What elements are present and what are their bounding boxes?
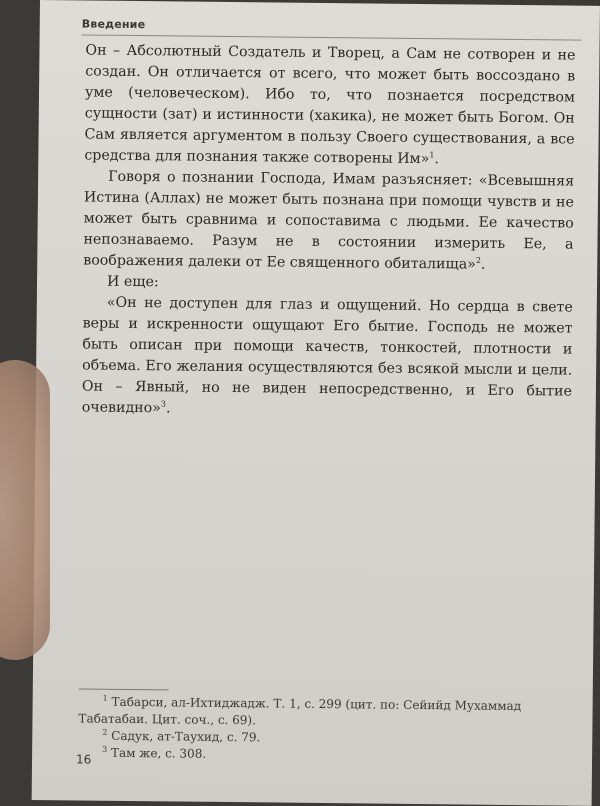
footnote-1	[78, 693, 568, 732]
paragraph-2	[83, 166, 574, 276]
paragraph-2-end: .	[480, 256, 486, 273]
paragraph-4-end: .	[165, 400, 171, 417]
book-page	[32, 0, 600, 806]
paragraph-4	[82, 292, 573, 423]
paragraph-1-end: .	[434, 151, 440, 168]
footnote-1-number: 1	[102, 693, 108, 703]
footnote-3-text: Там же, с. 308.	[110, 745, 207, 761]
footnote-ref-3: 3	[160, 399, 167, 409]
footnotes	[75, 688, 569, 767]
paragraph-2-text: Говоря о познании Господа, Имам разъясняет: «Всевышняя Истина (Аллах) не может быть познана при помощи чувств и не может быть сравнима и сопоставима с людьми. Ее качество непознаваемо. Разум не в состоянии измерить Ее, а воображения далеки от Ее священного обиталища»	[83, 168, 575, 273]
footnote-2-number: 2	[102, 727, 108, 737]
paragraph-3: И еще:	[106, 273, 159, 291]
header-title: Введение	[81, 17, 146, 32]
paragraph-4-text: «Он не доступен для глаз и ощущений. Но сердца в свете веры и искренности ощущают Его бытие. Господь не может быть описан при помощи качеств, тонкостей, плотности и объема. Его желания осуществляются без всякой мысли и цели. Он – Явный, но не виден непосредственно, и Его бытие очевидно»	[81, 294, 573, 417]
footnote-rule	[79, 688, 169, 690]
thumb-holding-page	[0, 360, 50, 660]
footnote-2-text: Садук, ат-Таухид, с. 79.	[111, 728, 261, 745]
running-header	[82, 12, 582, 40]
footnote-ref-1: 1	[429, 150, 435, 160]
footnote-ref-2: 2	[475, 255, 482, 265]
paragraph-1	[84, 40, 575, 171]
main-text	[82, 40, 576, 423]
footnote-1-text: Табарси, ал-Ихтиджадж. Т. 1, с. 299 (цит. по: Сейийд Мухаммад Табатабаи. Цит. соч., с. 69).	[78, 694, 522, 728]
paragraph-1-text: Он – Абсолютный Создатель и Творец, а Сам не сотворен и не создан. Он отличается от всего, что может быть воссоздано в уме (человеческом). Ибо то, что познается посредством сущности (зат) и истинности (хакика), не может быть Богом. Он Сам является аргументом в пользу Своего существования, а все средства для познания также сотворены Им»	[84, 42, 576, 168]
footnote-3-number: 3	[102, 744, 108, 754]
page-number: 16	[75, 752, 92, 767]
